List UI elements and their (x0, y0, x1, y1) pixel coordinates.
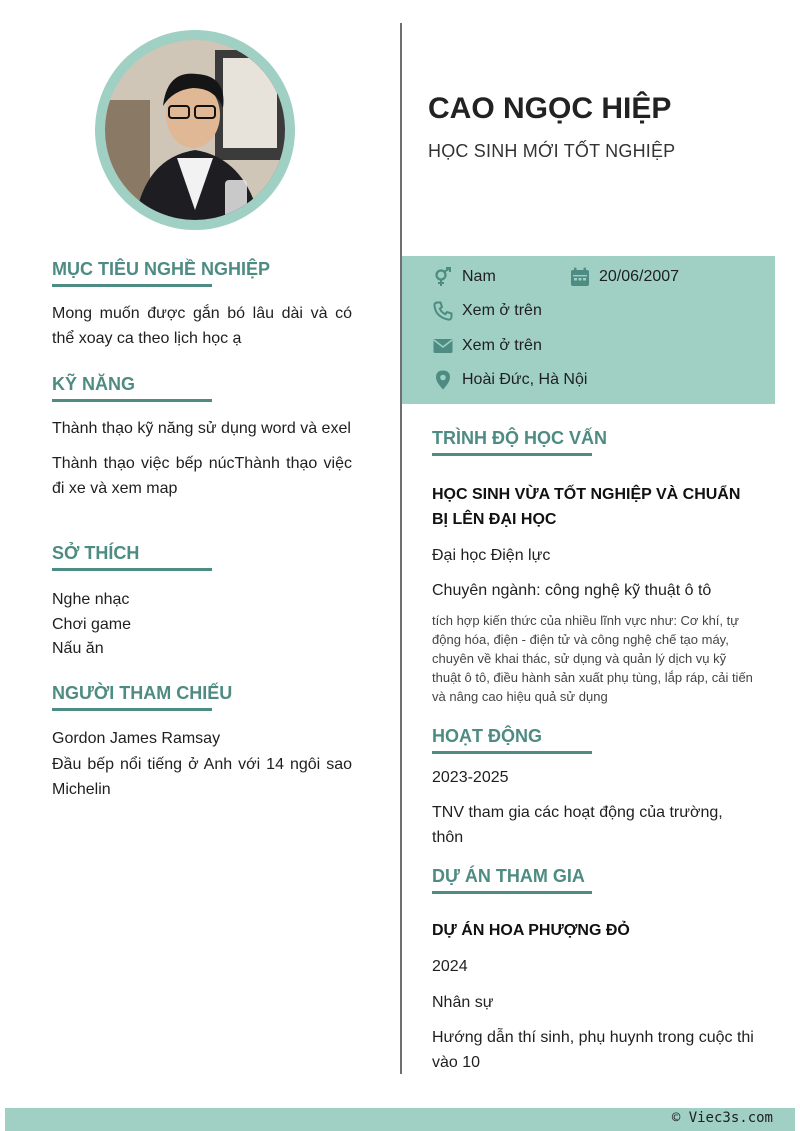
reference-text: Đầu bếp nổi tiếng ở Anh với 14 ngôi sao Michelin (52, 755, 352, 798)
projects-title: DỰ ÁN THAM GIA (432, 866, 585, 886)
skills-section (52, 373, 352, 501)
phone-value: Xem ở trên (462, 302, 542, 319)
skills-title: KỸ NĂNG (52, 374, 136, 394)
project-role: Nhân sự (432, 993, 494, 1011)
skill-item: Thành thạo kỹ năng sử dụng word và exel (52, 420, 351, 437)
phone-icon (432, 300, 454, 322)
education-description: tích hợp kiến thức của nhiều lĩnh vực như: Cơ khí, tự động hóa, điện - điện tử và công nghệ chế tạo máy, chuyên về khai thác, sử dụng và quản lý dịch vụ kỹ thuật ô tô, điều hành sản xuất phụ tùng, lắp ráp, cải tiến và nâng cao hiệu quả sử dụng (432, 613, 753, 704)
project-year: 2024 (432, 958, 468, 975)
objective-text: Mong muốn được gắn bó lâu dài và có thể xoay ca theo lịch học ạ (52, 305, 352, 347)
education-title: TRÌNH ĐỘ HỌC VẤN (432, 428, 607, 448)
projects-section (432, 865, 757, 1075)
column-divider (400, 23, 402, 1074)
objective-title: MỤC TIÊU NGHỀ NGHIỆP (52, 259, 271, 279)
hobby-item: Nấu ăn (52, 640, 104, 657)
footer-credit: © Viec3s.com (671, 1110, 773, 1126)
activities-text: TNV tham gia các hoạt động của trường, thôn (432, 803, 723, 846)
profile-photo (105, 40, 285, 220)
education-section (432, 427, 757, 706)
activities-underline (432, 751, 592, 754)
objective-section (52, 258, 352, 351)
email-value: Xem ở trên (462, 337, 542, 354)
activities-title: HOẠT ĐỘNG (432, 726, 542, 746)
hobbies-section (52, 542, 352, 662)
hobbies-underline (52, 568, 212, 571)
avatar (95, 30, 295, 230)
birthday-field (569, 266, 679, 288)
mail-icon (432, 335, 454, 357)
activities-section (432, 725, 757, 850)
phone-field (432, 300, 542, 322)
calendar-icon (569, 266, 591, 288)
hobby-item: Chơi game (52, 615, 131, 633)
skill-item: Thành thạo việc bếp núcThành thạo việc đi xe và xem map (52, 455, 352, 497)
education-school: Đại học Điện lực (432, 547, 551, 564)
gender-field (432, 266, 496, 288)
project-text: Hướng dẫn thí sinh, phụ huynh trong cuộc thi vào 10 (432, 1029, 754, 1071)
hobby-item: Nghe nhạc (52, 591, 130, 608)
references-underline (52, 708, 212, 711)
project-name: DỰ ÁN HOA PHƯỢNG ĐỎ (432, 922, 630, 939)
education-heading: HỌC SINH VỪA TỐT NGHIỆP VÀ CHUẨN BỊ LÊN ĐẠI HỌC (432, 486, 741, 528)
footer-bar (5, 1108, 795, 1131)
address-value: Hoài Đức, Hà Nội (462, 371, 588, 388)
candidate-name: CAO NGỌC HIỆP (428, 92, 672, 125)
address-field (432, 369, 587, 391)
candidate-role: HỌC SINH MỚI TỐT NGHIỆP (428, 141, 676, 161)
birthday-value: 20/06/2007 (599, 268, 680, 285)
gender-icon (432, 266, 454, 288)
activities-period: 2023-2025 (432, 769, 509, 786)
projects-underline (432, 891, 592, 894)
gender-value: Nam (462, 268, 496, 285)
skills-underline (52, 399, 212, 402)
education-major: Chuyên ngành: công nghệ kỹ thuật ô tô (432, 581, 712, 599)
references-section (52, 682, 352, 802)
hobbies-title: SỞ THÍCH (52, 543, 140, 563)
references-title: NGƯỜI THAM CHIẾU (52, 683, 233, 703)
reference-name: Gordon James Ramsay (52, 730, 221, 747)
contact-info-panel (402, 256, 775, 404)
location-icon (432, 369, 454, 391)
objective-underline (52, 284, 212, 287)
email-field (432, 335, 542, 357)
education-underline (432, 453, 592, 456)
